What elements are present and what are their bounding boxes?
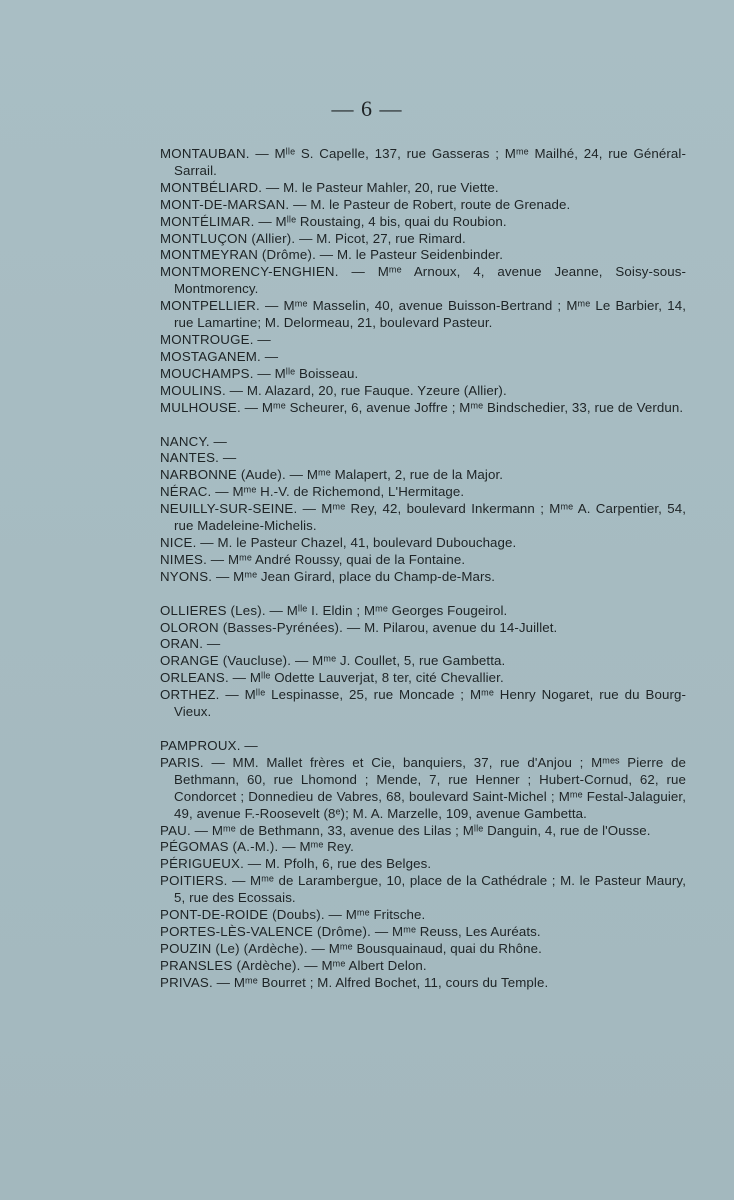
- directory-entry: [160, 383, 686, 400]
- directory-entry: [160, 620, 686, 637]
- directory-entry: [160, 332, 686, 349]
- contact-details: — M. Picot, 27, rue Rimard.: [295, 230, 466, 246]
- city-name: PRANSLES (Ardèche).: [160, 957, 301, 973]
- city-name: ORANGE (Vaucluse).: [160, 653, 292, 669]
- directory-entry: [160, 501, 686, 535]
- directory-entry: [160, 755, 686, 823]
- contact-details: — Mᵐᵉ Albert Delon.: [300, 957, 427, 973]
- contact-details: — M. Pfolh, 6, rue des Belges.: [244, 856, 432, 872]
- contact-details: —: [203, 636, 221, 652]
- directory-entry: [160, 975, 686, 992]
- contact-details: —: [219, 450, 237, 466]
- letter-group: [160, 146, 686, 417]
- directory-entry: [160, 636, 686, 653]
- contact-details: — Mˡˡᵉ I. Eldin ; Mᵐᵉ Georges Fougeirol.: [265, 602, 508, 618]
- contact-details: — Mᵐᵉ Reuss, Les Auréats.: [371, 923, 541, 939]
- contact-details: — Mᵐᵉ Rey.: [278, 839, 354, 855]
- directory-entry: [160, 569, 686, 586]
- contact-details: — Mᵐᵉ de Larambergue, 10, place de la Cathédrale ; M. le Pasteur Maury, 5, rue des Ecossais.: [174, 873, 686, 906]
- directory-entry: [160, 924, 686, 941]
- city-name: ORTHEZ.: [160, 687, 220, 703]
- city-name: MOSTAGANEM.: [160, 348, 261, 364]
- city-name: NANTES.: [160, 450, 220, 466]
- directory-entry: [160, 450, 686, 467]
- contact-details: — Mᵐᵉ Arnoux, 4, avenue Jeanne, Soisy-sous-Montmorency.: [174, 264, 686, 297]
- city-name: NYONS.: [160, 568, 213, 584]
- directory-entry: [160, 552, 686, 569]
- contact-details: — Mˡˡᵉ S. Capelle, 137, rue Gasseras ; Mᵐᵉ Mailhé, 24, rue Général-Sarrail.: [174, 146, 686, 178]
- city-name: POITIERS.: [160, 873, 228, 889]
- city-name: MONTMEYRAN (Drôme).: [160, 247, 316, 263]
- city-name: MONTROUGE.: [160, 331, 254, 347]
- contact-details: — Mᵐᵉ Bourret ; M. Alfred Bochet, 11, cours du Temple.: [212, 974, 549, 990]
- city-name: PÉRIGUEUX.: [160, 856, 245, 872]
- contact-details: — Mᵐᵉ J. Coullet, 5, rue Gambetta.: [291, 653, 506, 669]
- contact-details: — M. le Pasteur Mahler, 20, rue Viette.: [262, 179, 499, 195]
- city-name: NARBONNE (Aude).: [160, 467, 286, 483]
- directory-entry: [160, 434, 686, 451]
- city-name: MOULINS.: [160, 382, 226, 398]
- contact-details: — Mᵐᵉ Malapert, 2, rue de la Major.: [285, 467, 504, 483]
- contact-details: — Mᵐᵉ André Roussy, quai de la Fontaine.: [207, 551, 466, 567]
- letter-group: [160, 603, 686, 721]
- contact-details: — Mᵐᵉ Masselin, 40, avenue Buisson-Bertrand ; Mᵐᵉ Le Barbier, 14, rue Lamartine; M. Delormeau, 21, boulevard Pasteur.: [174, 298, 686, 331]
- directory-entry: [160, 907, 686, 924]
- city-name: MONTBÉLIARD.: [160, 179, 263, 195]
- contact-details: — M. Pilarou, avenue du 14-Juillet.: [343, 619, 558, 635]
- directory-entry: [160, 653, 686, 670]
- directory-entry: [160, 823, 686, 840]
- contact-details: — Mˡˡᵉ Lespinasse, 25, rue Moncade ; Mᵐᵉ Henry Nogaret, rue du Bourg-Vieux.: [174, 687, 686, 720]
- city-name: PORTES-LÈS-VALENCE (Drôme).: [160, 923, 372, 939]
- city-name: ORLEANS.: [160, 670, 229, 686]
- contact-details: — Mᵐᵉ H.-V. de Richemond, L'Hermitage.: [211, 484, 465, 500]
- directory-entry: [160, 535, 686, 552]
- directory-entry: [160, 231, 686, 248]
- contact-details: — Mᵐᵉ Rey, 42, boulevard Inkermann ; Mᵐᵉ A. Carpentier, 54, rue Madeleine-Michelis.: [174, 501, 686, 534]
- city-name: MOUCHAMPS.: [160, 365, 254, 381]
- contact-details: — Mᵐᵉ Bousquainaud, quai du Rhône.: [307, 940, 542, 956]
- city-name: NEUILLY-SUR-SEINE.: [160, 501, 298, 517]
- contact-details: —: [253, 331, 271, 347]
- directory-entry: [160, 738, 686, 755]
- contact-details: — M. Alazard, 20, rue Fauque. Yzeure (Allier).: [225, 382, 507, 398]
- contact-details: —: [240, 738, 258, 753]
- directory-entry: [160, 467, 686, 484]
- directory-entry: [160, 873, 686, 907]
- directory-entry: [160, 214, 686, 231]
- directory-entry: [160, 687, 686, 721]
- city-name: PAU.: [160, 822, 191, 838]
- contact-details: — Mᵐᵉ de Bethmann, 33, avenue des Lilas ; Mˡˡᵉ Danguin, 4, rue de l'Ousse.: [190, 822, 651, 838]
- directory-entry: [160, 349, 686, 366]
- city-name: POUZIN (Le) (Ardèche).: [160, 940, 308, 956]
- city-name: MONTPELLIER.: [160, 298, 260, 314]
- directory-entry: [160, 247, 686, 264]
- contact-details: — Mᵐᵉ Scheurer, 6, avenue Joffre ; Mᵐᵉ Bindschedier, 33, rue de Verdun.: [240, 399, 684, 415]
- city-name: MONTÉLIMAR.: [160, 213, 255, 229]
- city-name: NÉRAC.: [160, 484, 212, 500]
- directory-entry: [160, 366, 686, 383]
- contact-details: — M. le Pasteur de Robert, route de Grenade.: [289, 196, 571, 212]
- city-name: ORAN.: [160, 636, 204, 652]
- directory-entry: [160, 941, 686, 958]
- contact-details: — Mˡˡᵉ Roustaing, 4 bis, quai du Roubion.: [254, 213, 507, 229]
- city-name: MONTMORENCY-ENGHIEN.: [160, 264, 339, 280]
- contact-details: —: [260, 348, 279, 364]
- contact-details: — Mˡˡᵉ Boisseau.: [253, 365, 359, 381]
- directory-entry: [160, 603, 686, 620]
- city-name: PRIVAS.: [160, 974, 213, 990]
- city-name: NIMES.: [160, 551, 208, 567]
- directory-entry: [160, 197, 686, 214]
- directory-entry: [160, 298, 686, 332]
- directory-entry: [160, 180, 686, 197]
- letter-group: [160, 738, 686, 992]
- contact-details: — Mᵐᵉ Fritsche.: [324, 907, 426, 923]
- contact-details: — M. le Pasteur Chazel, 41, boulevard Dubouchage.: [196, 534, 517, 550]
- directory-entry: [160, 958, 686, 975]
- city-name: MULHOUSE.: [160, 399, 241, 415]
- city-name: MONT-DE-MARSAN.: [160, 196, 290, 212]
- directory-entry: [160, 856, 686, 873]
- directory-entry: [160, 670, 686, 687]
- city-name: PAMPROUX.: [160, 738, 241, 753]
- city-name: PÉGOMAS (A.-M.).: [160, 839, 279, 855]
- city-name: MONTLUÇON (Allier).: [160, 230, 296, 246]
- city-name: NICE.: [160, 534, 197, 550]
- contact-details: —: [209, 433, 227, 449]
- letter-group: [160, 434, 686, 586]
- city-name: OLLIERES (Les).: [160, 602, 266, 618]
- city-name: OLORON (Basses-Pyrénées).: [160, 619, 344, 635]
- city-name: PONT-DE-ROIDE (Doubs).: [160, 907, 325, 923]
- directory-entry: [160, 264, 686, 298]
- page-number: — 6 —: [331, 96, 403, 121]
- directory-entry: [160, 146, 686, 180]
- contact-details: — Mᵐᵉ Jean Girard, place du Champ-de-Mars.: [212, 568, 496, 584]
- directory-entry: [160, 400, 686, 417]
- city-name: PARIS.: [160, 754, 204, 770]
- contact-details: — MM. Mallet frères et Cie, banquiers, 37, rue d'Anjou ; Mᵐᵉˢ Pierre de Bethmann, 60, rue Lhomond ; Mende, 7, rue Henner ; Hubert-Cornud, 62, rue Condorcet ; Donnedieu de Vabres, 68, boulevard Saint-Michel ; Mᵐᵉ Festal-Jalaguier, 49, avenue F.-Roosevelt (8ᵉ); M. A. Marzelle, 109, avenue Gambetta.: [174, 754, 686, 821]
- directory-entry: [160, 484, 686, 501]
- city-directory: [160, 146, 686, 1009]
- city-name: NANCY.: [160, 433, 210, 449]
- contact-details: — Mˡˡᵉ Odette Lauverjat, 8 ter, cité Chevallier.: [228, 670, 504, 686]
- city-name: MONTAUBAN.: [160, 146, 250, 161]
- contact-details: — M. le Pasteur Seidenbinder.: [315, 247, 504, 263]
- directory-entry: [160, 839, 686, 856]
